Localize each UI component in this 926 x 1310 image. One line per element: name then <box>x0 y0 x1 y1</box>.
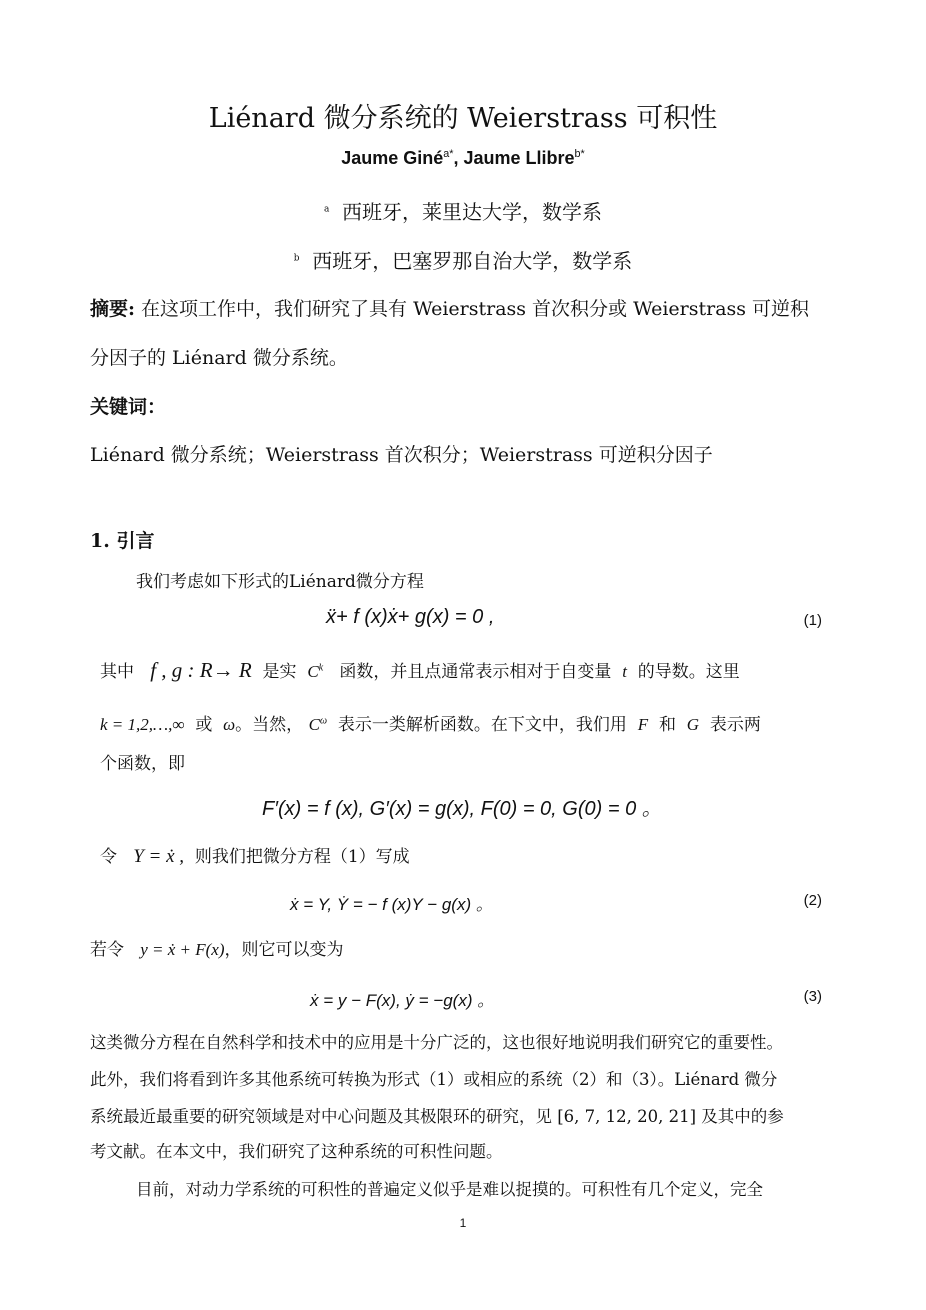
abstract-label: 摘要: <box>90 298 136 320</box>
paragraph-line: 这类微分方程在自然科学和技术中的应用是十分广泛的，这也很好地说明我们研究它的重要性。 <box>90 1033 783 1052</box>
math-superscript: k <box>318 662 324 674</box>
math-superscript: ω <box>319 715 328 727</box>
text-span: 。当然， <box>235 715 304 735</box>
math-inline: k = 1,2,…,∞ <box>100 715 185 734</box>
section-heading: 1. 引言 <box>90 530 155 552</box>
paragraph-line: 考文献。在本文中，我们研究了这种系统的可积性问题。 <box>90 1142 503 1161</box>
affiliation-b <box>0 245 926 274</box>
author-affil-mark: b* <box>574 148 585 160</box>
math-inline: t <box>622 662 627 681</box>
paragraph-line: 此外，我们将看到许多其他系统可转换为形式（1）或相应的系统（2）和（3）。Liénard 微分 <box>90 1070 778 1089</box>
abstract-text: 在这项工作中，我们研究了具有 Weierstrass 首次积分或 Weierstrass 可逆积 <box>135 298 810 320</box>
math-inline: Y = ẋ , <box>133 846 185 867</box>
text-span: 若令 <box>90 940 124 960</box>
equation-2: ẋ = Y, Ẏ = − f (x)Y − g(x) 。 <box>290 895 493 914</box>
affiliation-text: 西班牙，巴塞罗那自治大学，数学系 <box>312 249 633 273</box>
text-span: 和 <box>658 715 676 735</box>
text-line <box>90 939 344 961</box>
text-line <box>100 846 410 868</box>
abstract-line-1 <box>90 294 809 321</box>
text-line <box>100 714 761 736</box>
author-separator: , <box>453 148 464 168</box>
affiliation-a <box>0 196 926 225</box>
affiliation-text: 西班牙，莱里达大学，数学系 <box>342 200 603 224</box>
keywords-label: 关键词： <box>90 396 167 418</box>
text-span: 令 <box>100 847 117 867</box>
text-line <box>100 659 740 683</box>
page-number: 1 <box>459 1216 467 1230</box>
text-span: 的导数。这里 <box>637 662 740 682</box>
text-span: 则我们把微分方程（1）写成 <box>194 847 410 867</box>
text-span: 表示一类解析函数。在下文中，我们用 <box>337 715 627 735</box>
math-inline: y = ẋ + F(x) <box>140 940 225 959</box>
math-inline: F <box>637 715 649 734</box>
equation-3: ẋ = y − F(x), ẏ = −g(x) 。 <box>310 991 495 1010</box>
text-span: 其中 <box>100 662 134 682</box>
paragraph-line: 系统最近最重要的研究领域是对中心问题及其极限环的研究，见 [6, 7, 12, 20, 21] 及其中的参 <box>90 1107 784 1126</box>
math-inline: f , g : R→ R <box>150 658 252 682</box>
author-name: Jaume Llibre <box>463 148 575 168</box>
paper-title: Liénard 微分系统的 Weierstrass 可积性 <box>208 103 718 134</box>
affiliation-mark: a <box>323 204 330 215</box>
equation-definitions: F′(x) = f (x), G′(x) = g(x), F(0) = 0, G(0) = 0 。 <box>262 798 662 820</box>
paragraph-line: 目前，对动力学系统的可积性的普遍定义似乎是难以捉摸的。可积性有几个定义，完全 <box>136 1180 763 1199</box>
text-span: 是实 <box>262 662 297 682</box>
author-affil-mark: a* <box>443 148 454 160</box>
equation-1: ẍ+ f (x)ẋ+ g(x) = 0 , <box>326 606 495 628</box>
text-span: ，则它可以变为 <box>224 940 344 960</box>
math-inline: C <box>307 662 319 681</box>
author-name: Jaume Giné <box>341 148 444 168</box>
author-line <box>0 148 926 169</box>
equation-number: (3) <box>803 988 822 1005</box>
equation-number: (2) <box>803 892 822 909</box>
paragraph-intro: 我们考虑如下形式的Liénard微分方程 <box>136 572 424 592</box>
text-span: 表示两 <box>709 715 761 735</box>
text-line: 个函数，即 <box>100 754 185 774</box>
math-inline: G <box>686 715 700 734</box>
keywords-text: Liénard 微分系统；Weierstrass 首次积分；Weierstrass 可逆积分因子 <box>90 444 713 466</box>
equation-number: (1) <box>803 612 822 629</box>
text-span: 或 <box>195 715 213 735</box>
math-inline: C <box>308 715 320 734</box>
text-span: 函数，并且点通常表示相对于自变量 <box>339 662 612 682</box>
math-inline: ω <box>223 715 236 734</box>
affiliation-mark: b <box>293 253 300 264</box>
abstract-line-2: 分因子的 Liénard 微分系统。 <box>90 347 348 369</box>
